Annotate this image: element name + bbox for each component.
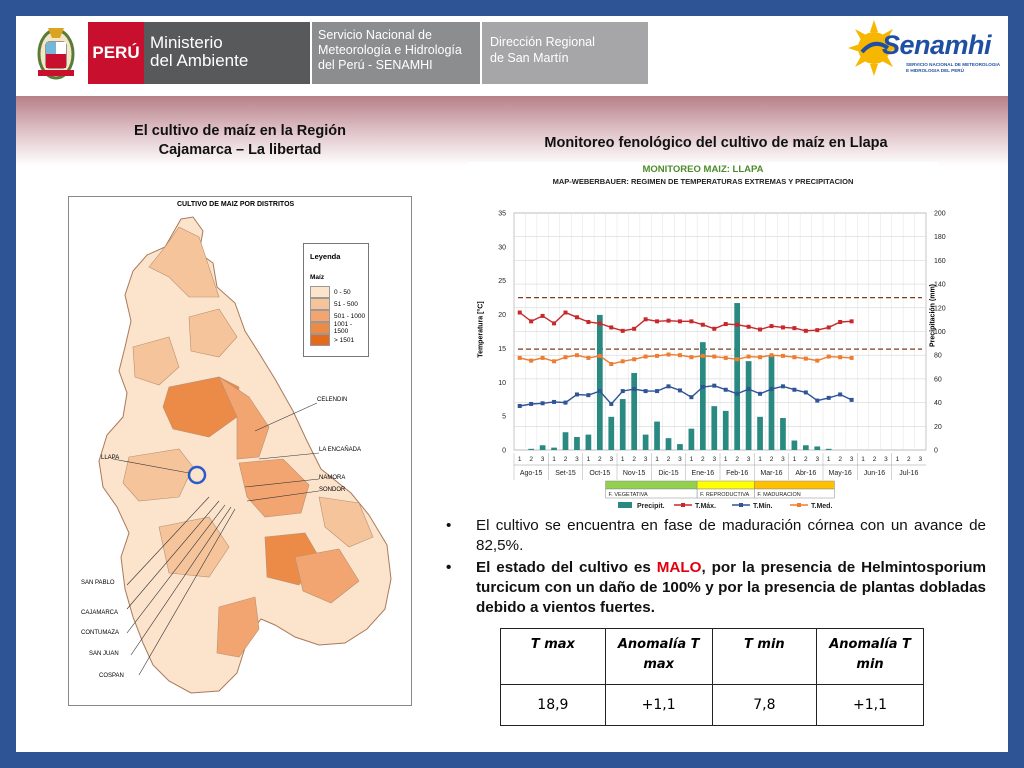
- decade-tick-label: 3: [575, 456, 579, 463]
- precip-bar: [792, 441, 798, 450]
- table-header: Anomalía T max: [605, 629, 712, 685]
- month-label: Ago-15: [519, 470, 543, 477]
- map-title: CULTIVO DE MAIZ POR DISTRITOS: [177, 201, 295, 208]
- tmin-point: [586, 393, 590, 397]
- tmin-point: [529, 402, 533, 406]
- month-label: Mar-16: [760, 470, 783, 477]
- tmed-point: [689, 355, 693, 359]
- table-header: T min: [712, 629, 817, 685]
- slide: [16, 16, 1008, 752]
- decade-tick-label: 3: [609, 456, 614, 463]
- place-san-pablo: SAN PABLO: [81, 580, 115, 586]
- tmin-point: [518, 404, 522, 408]
- senamhi-line3: del Perú - SENAMHI: [318, 58, 433, 72]
- y-tick-label: 30: [498, 244, 506, 252]
- precip-bar: [586, 435, 592, 450]
- precip-bar: [723, 411, 729, 450]
- y-tick-label: 35: [498, 210, 506, 218]
- tmin-point: [552, 400, 556, 404]
- tmed-point: [586, 356, 590, 360]
- y2-tick-label: 120: [934, 305, 946, 313]
- tmax-point: [667, 319, 671, 323]
- legend-item: [310, 322, 368, 334]
- tmax-point: [770, 324, 774, 328]
- month-label: Oct-15: [589, 470, 611, 477]
- month-label: Set-15: [555, 470, 576, 477]
- tmax-point: [575, 315, 579, 319]
- tmin-point: [575, 392, 579, 396]
- tmed-point: [564, 355, 568, 359]
- tmax-point: [724, 322, 728, 326]
- chart-legend-label: Precipit.: [637, 503, 665, 510]
- legend-marker: [739, 503, 743, 507]
- legend-item: [310, 334, 368, 346]
- tmed-point: [701, 354, 705, 358]
- tmin-point: [667, 384, 671, 388]
- legend-swatch-1: [310, 298, 330, 310]
- tmed-point: [792, 355, 796, 359]
- decade-tick-label: 2: [735, 456, 739, 463]
- senamhi-line2: Meteorología e Hidrología: [318, 43, 462, 57]
- legend-swatch-2: [310, 310, 330, 322]
- precip-bar: [666, 438, 672, 450]
- bullet-pre: El estado del cultivo es: [476, 559, 657, 576]
- direccion-line2: de San Martín: [490, 51, 569, 65]
- y2-tick-label: 20: [934, 423, 942, 431]
- legend-marker: [681, 503, 685, 507]
- legend-swatch-4: [310, 334, 330, 346]
- tmin-point: [815, 399, 819, 403]
- direccion-banner: [482, 22, 648, 84]
- tmin-point: [678, 388, 682, 392]
- tmin-point: [827, 396, 831, 400]
- legend-marker: [797, 503, 801, 507]
- tmin-point: [701, 385, 705, 389]
- phase-label: F. REPRODUCTIVA: [700, 492, 750, 498]
- phase-bar: [697, 481, 754, 489]
- chart-legend-label: T.Med.: [811, 503, 833, 510]
- tmin-point: [747, 387, 751, 391]
- tmax-point: [529, 319, 533, 323]
- decade-tick-label: 2: [907, 456, 911, 463]
- place-contumaza: CONTUMAZA: [81, 630, 119, 636]
- decade-tick-label: 3: [781, 456, 785, 463]
- y2-tick-label: 160: [934, 257, 946, 265]
- y2-tick-label: 180: [934, 234, 946, 242]
- tmin-point: [564, 401, 568, 405]
- tmed-point: [598, 354, 602, 358]
- tmin-point: [792, 388, 796, 392]
- tmax-point: [838, 320, 842, 324]
- peru-label: PERÚ: [88, 22, 144, 84]
- tmed-point: [678, 353, 682, 357]
- tmin-point: [804, 390, 808, 394]
- tmed-point: [518, 356, 522, 360]
- decade-tick-label: 1: [723, 456, 728, 463]
- decade-tick-label: 2: [804, 456, 808, 463]
- tmin-point: [598, 389, 602, 393]
- bullet-item: [446, 558, 986, 618]
- precip-bar: [551, 448, 557, 450]
- precip-bar: [643, 435, 649, 450]
- month-label: Ene-16: [691, 470, 715, 477]
- decade-tick-label: 3: [678, 456, 682, 463]
- tmed-point: [529, 359, 533, 363]
- tmax-point: [781, 325, 785, 329]
- legend-swatch-3: [310, 322, 330, 334]
- y-tick-label: 5: [502, 413, 506, 421]
- tmin-point: [781, 384, 785, 388]
- tmed-point: [609, 362, 613, 366]
- y-tick-label: 10: [498, 379, 506, 387]
- bullet-list: [446, 516, 986, 620]
- decade-tick-label: 3: [712, 456, 717, 463]
- decade-tick-label: 3: [884, 456, 888, 463]
- decade-tick-label: 2: [769, 456, 774, 463]
- ministerio-line2: del Ambiente: [150, 51, 249, 70]
- place-san-juan: SAN JUAN: [89, 651, 119, 657]
- precip-bar: [574, 437, 580, 450]
- tmed-point: [552, 359, 556, 363]
- anomaly-table: [500, 628, 924, 726]
- tmin-point: [770, 387, 774, 391]
- precip-bar: [597, 315, 603, 450]
- right-title: Monitoreo fenológico del cultivo de maíz en Llapa: [544, 135, 888, 151]
- legend-item: [310, 286, 368, 298]
- decade-tick-label: 3: [849, 456, 854, 463]
- legend-swatch: [618, 502, 632, 508]
- tmed-point: [655, 354, 659, 358]
- precip-bar: [608, 417, 614, 450]
- tmax-point: [632, 327, 636, 331]
- map-legend: [303, 243, 369, 357]
- tmed-point: [770, 353, 774, 357]
- status-highlight: MALO: [656, 559, 702, 576]
- decade-tick-label: 1: [552, 456, 556, 463]
- y-tick-label: 20: [498, 312, 506, 320]
- left-title: [90, 122, 390, 160]
- legend-label: 501 - 1000: [334, 312, 366, 320]
- month-label: Dic-15: [658, 470, 679, 477]
- decade-tick-label: 1: [758, 456, 762, 463]
- precip-bar: [631, 373, 637, 450]
- tmax-point: [792, 326, 796, 330]
- decade-tick-label: 1: [620, 456, 625, 463]
- month-label: Abr-16: [795, 470, 817, 477]
- precip-bar: [563, 432, 569, 450]
- table-header: T max: [501, 629, 606, 685]
- decade-tick-label: 3: [815, 456, 820, 463]
- precip-bar: [803, 445, 809, 450]
- legend-label: 1001 - 1500: [333, 321, 353, 335]
- tmax-point: [850, 319, 854, 323]
- tmax-point: [644, 317, 648, 321]
- table-row: [501, 685, 924, 726]
- legend-subtitle: Maíz: [310, 274, 325, 281]
- tmin-point: [609, 402, 613, 406]
- tmax-point: [815, 328, 819, 332]
- precip-bar: [711, 406, 717, 450]
- precip-bar: [700, 342, 706, 450]
- brand-name: Senamhi: [882, 30, 992, 60]
- tmin-point: [838, 392, 842, 396]
- tmed-point: [667, 353, 671, 357]
- tmin-point: [644, 389, 648, 393]
- y2-tick-label: 60: [934, 376, 942, 384]
- decade-tick-label: 1: [517, 456, 522, 463]
- y-tick-label: 0: [502, 447, 506, 455]
- month-label: Jun-16: [863, 470, 886, 477]
- ministerio-banner: [88, 22, 310, 84]
- decade-tick-label: 1: [861, 456, 865, 463]
- tmed-point: [815, 359, 819, 363]
- tmax-point: [621, 329, 625, 333]
- tmed-point: [838, 355, 842, 359]
- decade-tick-label: 2: [872, 456, 877, 463]
- place-cospan: COSPAN: [99, 673, 124, 679]
- tmed-point: [735, 357, 739, 361]
- tmed-point: [747, 355, 751, 359]
- tmax-point: [541, 314, 545, 318]
- tmax-point: [758, 327, 762, 331]
- tmin-point: [621, 389, 625, 393]
- chart-title: MONITOREO MAIZ: LLAPA: [642, 164, 764, 175]
- tmed-point: [850, 356, 854, 360]
- tmin-point: [735, 392, 739, 396]
- place-cajamarca: CAJAMARCA: [81, 610, 119, 616]
- table-header-row: [501, 629, 924, 685]
- place-llapa: LLAPA: [101, 455, 120, 461]
- tmin-point: [541, 401, 545, 405]
- decade-tick-label: 3: [540, 456, 545, 463]
- legend-label: > 1501: [334, 336, 355, 344]
- tmed-point: [621, 359, 625, 363]
- decade-tick-label: 2: [598, 456, 602, 463]
- chart-subtitle: MAP-WEBERBAUER: REGIMEN DE TEMPERATURAS EXTREMAS Y PRECIPITACION: [552, 177, 854, 186]
- tmed-point: [632, 357, 636, 361]
- table-cell: +1,1: [605, 685, 712, 726]
- tmax-point: [712, 327, 716, 331]
- peru-coat-of-arms-icon: [34, 18, 78, 84]
- precip-bar: [780, 418, 786, 450]
- decade-tick-label: 3: [643, 456, 648, 463]
- chart-legend-label: T.Máx.: [695, 503, 717, 510]
- table-cell: 7,8: [712, 685, 817, 726]
- decade-tick-label: 3: [918, 456, 923, 463]
- phase-label: F. VEGETATIVA: [608, 492, 648, 498]
- precip-bar: [689, 429, 695, 450]
- tmax-point: [735, 323, 739, 327]
- bullet-dot-icon: •: [446, 517, 452, 534]
- precip-bar: [677, 444, 683, 450]
- decade-tick-label: 2: [632, 456, 636, 463]
- y2-tick-label: 0: [934, 447, 938, 455]
- precip-bar: [826, 449, 832, 450]
- decade-tick-label: 1: [826, 456, 831, 463]
- phase-label: F. MADURACION: [757, 492, 801, 498]
- precip-bar: [528, 449, 534, 450]
- precip-bar: [746, 361, 752, 450]
- y2-tick-label: 100: [934, 329, 946, 336]
- ministerio-line1: Ministerio: [150, 33, 223, 52]
- y-tick-label: 25: [498, 278, 506, 286]
- legend-item: [310, 298, 368, 310]
- bullet-item: [446, 516, 986, 556]
- tmed-point: [804, 357, 808, 361]
- decade-tick-label: 1: [655, 456, 659, 463]
- y2-tick-label: 40: [934, 400, 942, 408]
- y2-tick-label: 200: [934, 210, 946, 218]
- tmax-point: [564, 311, 568, 315]
- brand-sub1: SERVICIO NACIONAL DE METEOROLOGIA: [906, 62, 1001, 67]
- tmax-point: [655, 319, 659, 323]
- month-label: Feb-16: [726, 470, 749, 477]
- table-header: Anomalía T min: [817, 629, 924, 685]
- legend-label: 51 - 500: [334, 300, 358, 308]
- table-cell: +1,1: [817, 685, 924, 726]
- bullet-post: , por la presencia de Helmintosporium turcicum con un daño de 100% y por la presencia de plantas dobladas debido a vientos fuertes.: [476, 559, 986, 616]
- place-celendin: CELENDIN: [317, 397, 348, 403]
- legend-title: Leyenda: [310, 252, 341, 261]
- precip-bar: [620, 399, 626, 450]
- tmin-point: [758, 392, 762, 396]
- bullet-dot-icon: •: [446, 559, 452, 576]
- decade-tick-label: 2: [529, 456, 533, 463]
- tmin-point: [655, 389, 659, 393]
- tmin-point: [632, 387, 636, 391]
- tmax-point: [678, 319, 682, 323]
- month-label: May-16: [828, 470, 852, 477]
- decade-tick-label: 1: [895, 456, 900, 463]
- phenology-chart: [468, 162, 946, 510]
- decade-tick-label: 2: [838, 456, 842, 463]
- tmax-point: [689, 319, 693, 323]
- tmax-point: [586, 320, 590, 324]
- district-map: [68, 196, 412, 706]
- left-title-line2: Cajamarca – La libertad: [158, 142, 322, 158]
- tmed-point: [724, 356, 728, 360]
- place-namora: NAMORA: [319, 475, 346, 481]
- precip-bar: [814, 446, 820, 450]
- decade-tick-label: 1: [792, 456, 797, 463]
- tmax-point: [552, 321, 556, 325]
- tmin-point: [850, 398, 854, 402]
- legend-label: 0 - 50: [334, 288, 351, 296]
- precip-bar: [654, 422, 660, 450]
- tmed-point: [541, 356, 545, 360]
- tmin-point: [712, 384, 716, 388]
- tmin-point: [724, 388, 728, 392]
- place-sondor: SONDOR: [319, 487, 346, 493]
- senamhi-banner: [312, 22, 480, 84]
- tmax-point: [804, 329, 808, 333]
- tmed-point: [758, 355, 762, 359]
- decade-tick-label: 1: [689, 456, 694, 463]
- tmin-point: [689, 395, 693, 399]
- table-cell: 18,9: [501, 685, 606, 726]
- phase-bar: [754, 481, 834, 489]
- month-label: Jul-16: [899, 470, 919, 477]
- place-la-encanada: LA ENCAÑADA: [319, 447, 362, 453]
- decade-tick-label: 3: [746, 456, 751, 463]
- y2-tick-label: 80: [934, 352, 942, 360]
- tmax-point: [827, 325, 831, 329]
- left-title-line1: El cultivo de maíz en la Región: [134, 123, 346, 139]
- legend-swatch-0: [310, 286, 330, 298]
- chart-legend-label: T.Mín.: [753, 503, 773, 510]
- header-bar: [16, 16, 1008, 96]
- tmax-point: [701, 323, 705, 327]
- decade-tick-label: 2: [701, 456, 705, 463]
- y2-tick-label: 140: [934, 281, 946, 289]
- tmed-point: [712, 355, 716, 359]
- decade-tick-label: 1: [586, 456, 591, 463]
- tmed-point: [644, 355, 648, 359]
- tmax-point: [747, 325, 751, 329]
- precip-bar: [769, 355, 775, 450]
- precip-bar: [757, 417, 763, 450]
- brand-sub2: E HIDROLOGIA DEL PERÚ: [906, 68, 964, 73]
- direccion-line1: Dirección Regional: [490, 35, 595, 49]
- chart-ylabel: Temperatura [°C]: [477, 301, 485, 358]
- phase-bar: [606, 481, 698, 489]
- senamhi-line1: Servicio Nacional de: [318, 28, 432, 42]
- senamhi-logo: [848, 18, 1008, 84]
- precip-bar: [540, 445, 546, 450]
- tmax-point: [609, 325, 613, 329]
- decade-tick-label: 2: [563, 456, 568, 463]
- chart-y2label: Precipitación (mm): [929, 284, 937, 348]
- bullet-text: El cultivo se encuentra en fase de maduración córnea con un avance de 82,5%.: [476, 517, 986, 554]
- legend-items: [310, 286, 368, 346]
- tmed-point: [781, 354, 785, 358]
- chart-svg: [468, 162, 946, 510]
- decade-tick-label: 2: [666, 456, 671, 463]
- month-label: Nov-15: [622, 470, 646, 477]
- y-tick-label: 15: [498, 345, 506, 353]
- tmed-point: [575, 353, 579, 357]
- tmax-point: [598, 321, 602, 325]
- tmax-point: [518, 311, 522, 315]
- tmed-point: [827, 355, 831, 359]
